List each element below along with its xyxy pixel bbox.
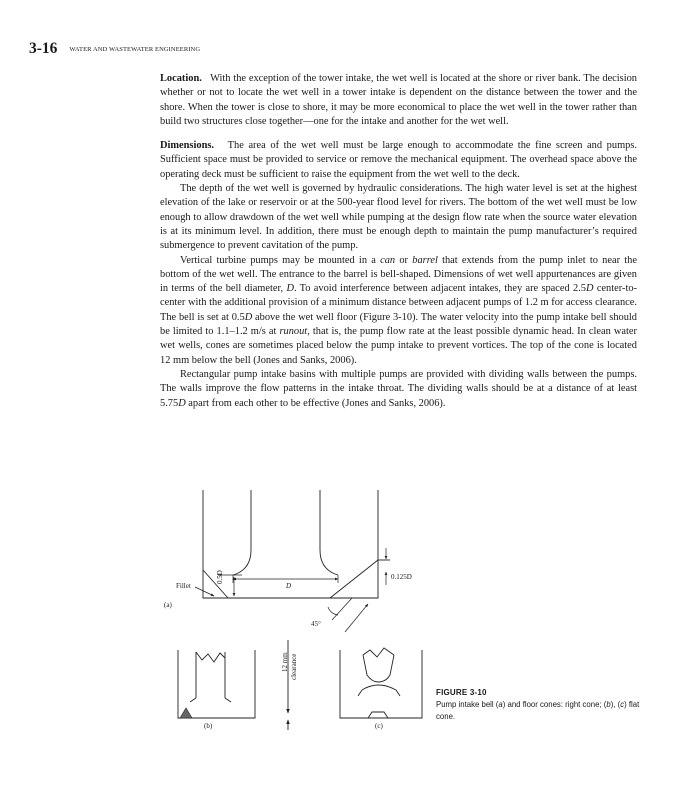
caption-part: a <box>498 700 503 709</box>
p3-symbol-d: D <box>586 283 594 295</box>
pump-b-column <box>196 652 225 698</box>
page-header <box>29 40 200 58</box>
p3-term-runout: runout, <box>279 326 310 338</box>
bell-left-profile <box>233 490 251 575</box>
dimensions-heading: Dimensions. <box>160 140 214 152</box>
p4-text-b: apart from each other to be effective (Jones and Sanks, 2006). <box>185 397 446 409</box>
p3-text-or: or <box>395 254 413 266</box>
caption-part: ), ( <box>610 700 621 709</box>
p3-text-c: . To avoid interference between adjacent intakes, they are spaced 2.5 <box>293 283 586 295</box>
p3-text-d: center-to-center with the additional provision of a minimum distance between adjacent pumps of 1.2 m for access clearance. The bell is set at 0.5 <box>160 283 637 323</box>
label-d: D <box>286 582 292 590</box>
p4-symbol-d: D <box>178 397 186 409</box>
caption-text <box>436 699 651 722</box>
location-text: With the exception of the tower intake, the wet well is located at the shore or river bank. The decision whether or not to locate the wet well in a tower intake is dependent on the distance between the tower and the shore. When the tower is close to shore, it may be more economical to place the wet well in the tower rather than build two structures close together—one for the intake and another for the wet well. <box>160 73 638 127</box>
location-heading: Location. <box>160 73 202 84</box>
p3-term-barrel: barrel <box>412 254 438 266</box>
caption-part: ) and floor cones: right cone; ( <box>502 700 607 709</box>
caption-title: FIGURE 3-10 <box>436 688 487 697</box>
right-cone <box>180 708 192 718</box>
label-angle: 45° <box>311 620 321 628</box>
page-number: 3-16 <box>29 40 58 57</box>
pump-c-column <box>363 655 394 682</box>
well-b-outline <box>178 650 255 718</box>
p3-symbol-d: D <box>244 311 253 323</box>
p3-term-can: can <box>380 254 396 266</box>
figure-3-10 <box>150 490 450 735</box>
running-head: WATER AND WASTEWATER ENGINEERING <box>69 46 201 53</box>
label-clearance-word: clearance <box>290 653 298 680</box>
p3-text-b: that extends from the pump inlet to near the bottom of the wet well. The entrance to the barrel is bell-shaped. Dimensions of wet well appurtenances are given in terms of the bell diameter, <box>160 254 637 295</box>
dimensions-paragraph-1 <box>160 139 637 182</box>
label-eighth-d: 0.125D <box>391 573 412 581</box>
pump-c-bell <box>362 685 400 696</box>
location-paragraph <box>160 72 637 129</box>
p3-text-e: above the wet well floor (Figure 3-10). The water velocity into the pump intake bell should be limited to 1.1–1.2 m/s at <box>160 311 637 338</box>
label-part-a: (a) <box>164 601 172 609</box>
caption-part: b <box>606 700 611 709</box>
dimensions-text-1: The area of the wet well must be large enough to accommodate the fine screen and pumps. Sufficient space must be provided to service or remove the mechanical equipment. The overhead space above the operating deck must be sufficient to raise the equipment from the wet well to the deck. <box>160 140 637 180</box>
label-fillet: Fillet <box>176 582 191 590</box>
p3-symbol-d: D <box>286 283 294 295</box>
dimensions-text-2: The depth of the wet well is governed by hydraulic considerations. The high water level is set at the highest elevation of the lake or reservoir or at the 500-year flood level for rivers. The bottom of the wet well must be low enough to allow drawdown of the wet well while pumping at the design flow rate when the source water elevation is at its minimum level. In addition, there must be enough depth to maintain the pump manufacturer’s required submergence to prevent cavitation of the pump. <box>160 183 637 252</box>
pump-bell-diagram <box>150 490 450 735</box>
bell-right-profile <box>320 490 338 575</box>
figure-caption <box>436 688 651 722</box>
p3-text-f: that is, the pump flow rate at the least possible dynamic head. In clean water wet wells, cones are sometimes placed below the pump intake to prevent vortices. The top of the cone is located 12 mm below the bell (Jones and Sanks, 2006). <box>160 326 637 366</box>
p3-text-a: Vertical turbine pumps may be mounted in a <box>180 254 381 266</box>
dimensions-paragraph-2 <box>160 182 637 253</box>
pump-b-break <box>196 652 225 662</box>
dimensions-paragraph-4 <box>160 368 637 411</box>
caption-part: Pump intake bell ( <box>436 700 499 709</box>
label-half-d: 0.5D <box>216 570 224 584</box>
label-part-c: (c) <box>375 722 383 730</box>
caption-part: c <box>620 700 625 709</box>
p4-text-a: Rectangular pump intake basins with multiple pumps are provided with dividing walls between the pumps. The walls improve the flow patterns in the intake throat. The dividing walls should be at a distance of at least 5.75 <box>160 368 637 409</box>
flat-cone <box>368 712 388 718</box>
label-part-b: (b) <box>204 722 213 730</box>
well-c-outline <box>340 650 422 718</box>
dimensions-paragraph-3 <box>160 254 637 368</box>
label-clearance-value: 12 mm <box>281 652 289 672</box>
body-text <box>160 72 637 411</box>
caption-part: ) flat cone. <box>436 700 640 721</box>
